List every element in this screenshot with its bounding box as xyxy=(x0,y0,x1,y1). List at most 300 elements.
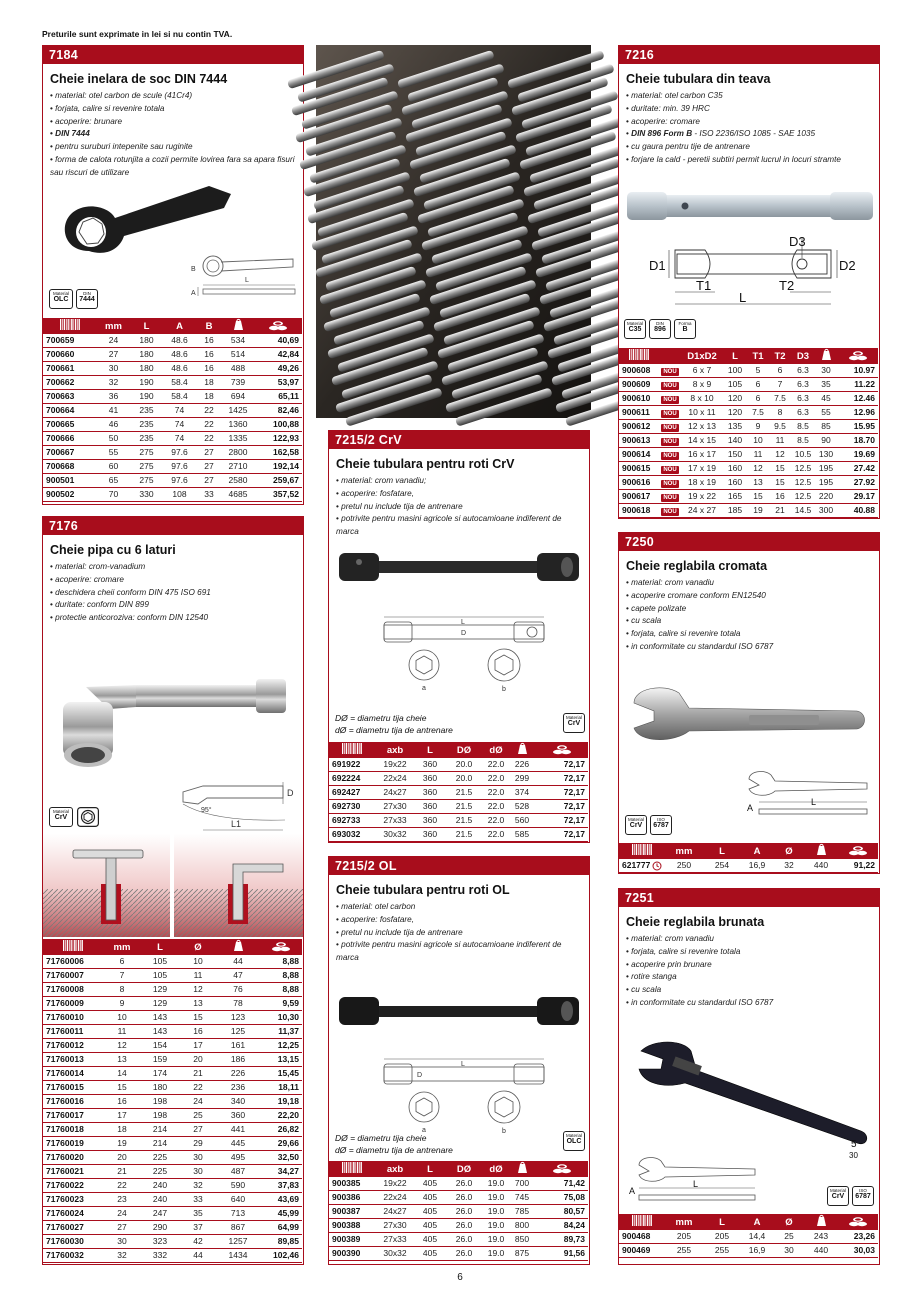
table-row xyxy=(43,1193,302,1207)
table-cell: 534 xyxy=(222,334,254,348)
feature: • capete polizate xyxy=(626,603,873,616)
table-cell: 243 xyxy=(805,1230,837,1244)
card-7216 xyxy=(618,45,880,519)
price-cell: 18.70 xyxy=(837,434,878,448)
table-cell: 26.0 xyxy=(445,1247,483,1261)
table-cell: 19 xyxy=(103,1137,141,1151)
barcode-icon xyxy=(43,318,97,334)
table-cell: 97.6 xyxy=(163,474,196,488)
table-row xyxy=(43,955,302,969)
table-row xyxy=(43,488,302,502)
table-cell: 24x27 xyxy=(375,786,415,800)
price-cell: 102,46 xyxy=(259,1249,302,1263)
table-cell: 42 xyxy=(179,1235,217,1249)
feature: • acoperire cromare conform EN12540 xyxy=(626,590,873,603)
table-cell: 495 xyxy=(217,1151,259,1165)
table-cell: 60 xyxy=(97,460,130,474)
table-cell: 528 xyxy=(509,800,535,814)
table-row xyxy=(43,1235,302,1249)
dim-l-label: L xyxy=(461,619,465,626)
price-note: Preturile sunt exprimate in lei si nu contin TVA. xyxy=(42,29,233,39)
table-cell: 10 xyxy=(179,955,217,969)
table-cell: 27x33 xyxy=(375,814,415,828)
new-badge-label: NOU xyxy=(663,383,677,389)
price-cell: 259,67 xyxy=(254,474,302,488)
new-badge xyxy=(659,462,681,476)
overlay-label: 30 xyxy=(849,1151,858,1160)
table-cell: 323 xyxy=(141,1235,179,1249)
legend xyxy=(335,713,453,736)
table-cell: 19 xyxy=(747,504,769,518)
new-badge-label: NOU xyxy=(663,397,677,403)
table-cell: 488 xyxy=(222,362,254,376)
table-cell: 785 xyxy=(509,1205,535,1219)
product-code-cell: 692224 xyxy=(329,772,375,786)
table-cell: 22.0 xyxy=(483,786,509,800)
table-cell: 15 xyxy=(179,1011,217,1025)
table-cell: 2580 xyxy=(222,474,254,488)
price-icon xyxy=(837,1214,878,1230)
product-code-cell: 900615 xyxy=(619,462,659,476)
table-cell: 13 xyxy=(103,1053,141,1067)
weight-icon xyxy=(815,348,837,364)
table-row xyxy=(329,828,588,842)
table-cell: 640 xyxy=(217,1193,259,1207)
new-badge-label: NOU xyxy=(663,467,677,473)
table-cell: 16 xyxy=(196,334,222,348)
table-cell: 97.6 xyxy=(163,446,196,460)
table-cell: 160 xyxy=(723,476,747,490)
table-cell: 487 xyxy=(217,1165,259,1179)
table-cell: 120 xyxy=(723,392,747,406)
table-cell: 30x32 xyxy=(375,1247,415,1261)
table-cell: 11 xyxy=(103,1025,141,1039)
dim-b-label: b xyxy=(502,686,506,693)
dim-d-label: D xyxy=(461,630,467,637)
feature: • acoperire: cromare xyxy=(50,574,297,587)
table-cell: 16,9 xyxy=(741,1244,773,1258)
product-code-cell: 900387 xyxy=(329,1205,375,1219)
table-cell: 58.4 xyxy=(163,376,196,390)
table-cell: 130 xyxy=(815,448,837,462)
table-row xyxy=(329,800,588,814)
table-cell: 332 xyxy=(141,1249,179,1263)
table-cell: 70 xyxy=(97,488,130,502)
table-row xyxy=(43,1221,302,1235)
col-header: dØ xyxy=(483,742,509,758)
price-cell: 43,69 xyxy=(259,1193,302,1207)
col-header: Ø xyxy=(773,1214,805,1230)
table-cell: 13 xyxy=(179,997,217,1011)
new-badge-label: NOU xyxy=(663,481,677,487)
table-cell: 33 xyxy=(196,488,222,502)
price-cell: 12,25 xyxy=(259,1039,302,1053)
price-cell: 71,42 xyxy=(535,1177,588,1191)
hex-socket-icon xyxy=(77,807,99,827)
table-row xyxy=(43,1165,302,1179)
table-row xyxy=(619,378,878,392)
table-cell: 190 xyxy=(130,390,163,404)
col-header: Ø xyxy=(773,843,805,859)
table-cell: 27 xyxy=(196,460,222,474)
dim-l-label: L xyxy=(811,797,817,807)
table-row xyxy=(619,392,878,406)
table-row xyxy=(43,983,302,997)
table-cell: 22 xyxy=(103,1179,141,1193)
product-code-cell: 700666 xyxy=(43,432,97,446)
feature: • pretul nu include tija de antrenare xyxy=(336,927,583,940)
price-cell: 9,59 xyxy=(259,997,302,1011)
table-cell: 21.5 xyxy=(445,800,483,814)
table-row xyxy=(43,474,302,488)
table-cell: 105 xyxy=(141,969,179,983)
card-7215-crv xyxy=(328,430,590,843)
product-code-cell: 700668 xyxy=(43,460,97,474)
table-cell: 16 xyxy=(196,362,222,376)
table-cell: 30 xyxy=(815,364,837,378)
product-code-cell: 691922 xyxy=(329,758,375,772)
product-code-cell: 700662 xyxy=(43,376,97,390)
table-cell: 7.5 xyxy=(747,406,769,420)
table-cell: 713 xyxy=(217,1207,259,1221)
table-row xyxy=(43,1053,302,1067)
table-cell: 108 xyxy=(163,488,196,502)
price-cell: 8,88 xyxy=(259,969,302,983)
table-cell: 74 xyxy=(163,418,196,432)
table-row xyxy=(43,348,302,362)
table-row xyxy=(619,462,878,476)
table-cell: 1257 xyxy=(217,1235,259,1249)
product-code-cell: 71760021 xyxy=(43,1165,103,1179)
feature: • pretul nu include tija de antrenare xyxy=(336,501,583,514)
table-cell: 14 xyxy=(103,1067,141,1081)
table-cell: 22.0 xyxy=(483,758,509,772)
col-header: A xyxy=(741,1214,773,1230)
table-cell: 10.5 xyxy=(791,448,815,462)
table-cell: 1434 xyxy=(217,1249,259,1263)
table-cell: 9 xyxy=(103,997,141,1011)
table-cell: 5 xyxy=(747,364,769,378)
dim-l-label: L xyxy=(693,1179,699,1189)
table-cell: 440 xyxy=(805,859,837,873)
table-cell: 236 xyxy=(217,1081,259,1095)
new-badge-label: NOU xyxy=(663,509,677,515)
price-cell: 122,93 xyxy=(254,432,302,446)
table-cell: 190 xyxy=(130,376,163,390)
table-cell: 16 xyxy=(179,1025,217,1039)
table-cell: 55 xyxy=(97,446,130,460)
col-header: dØ xyxy=(483,1161,509,1177)
product-code: 7176 xyxy=(43,517,303,535)
table-cell: 14 x 15 xyxy=(681,434,723,448)
table-cell: 20.0 xyxy=(445,772,483,786)
table-cell: 360 xyxy=(415,828,445,842)
dim-d3-label: D3 xyxy=(789,234,806,249)
table-cell: 2800 xyxy=(222,446,254,460)
table-row xyxy=(43,334,302,348)
table-row xyxy=(619,490,878,504)
product-code-cell: 900608 xyxy=(619,364,659,378)
new-badge xyxy=(659,476,681,490)
pipe-wrench-dimension-drawing xyxy=(173,782,298,842)
price-cell: 80,57 xyxy=(535,1205,588,1219)
table-cell: 48.6 xyxy=(163,348,196,362)
table-cell: 275 xyxy=(130,460,163,474)
feature: • material: otel carbon de scule (41Cr4) xyxy=(50,90,297,103)
table-row xyxy=(329,1219,588,1233)
table-row xyxy=(329,1233,588,1247)
table-cell: 214 xyxy=(141,1123,179,1137)
feature: • material: otel carbon xyxy=(336,901,583,914)
table-cell: 154 xyxy=(141,1039,179,1053)
table-cell: 8 xyxy=(769,406,791,420)
dim-a-label: A xyxy=(191,290,196,297)
table-cell: 867 xyxy=(217,1221,259,1235)
table-cell: 240 xyxy=(141,1179,179,1193)
table-row xyxy=(329,1177,588,1191)
table-cell: 8 x 10 xyxy=(681,392,723,406)
product-title: Cheie reglabila brunata xyxy=(626,915,765,929)
barcode-icon xyxy=(619,1214,665,1230)
feature-list xyxy=(626,933,873,1010)
din-badge: DIN 7444 xyxy=(76,289,98,309)
table-cell: 100 xyxy=(723,364,747,378)
material-badge: Material CrV xyxy=(827,1186,849,1206)
dim-a-label: A xyxy=(747,803,754,813)
table-cell: 6.3 xyxy=(791,364,815,378)
feature: • acoperire: brunare xyxy=(50,116,297,129)
col-header: DØ xyxy=(445,1161,483,1177)
product-code-cell: 71760010 xyxy=(43,1011,103,1025)
table-cell: 6 xyxy=(747,378,769,392)
price-cell: 8,88 xyxy=(259,983,302,997)
table-cell: 405 xyxy=(415,1219,445,1233)
table-row xyxy=(43,1179,302,1193)
table-cell: 225 xyxy=(141,1165,179,1179)
card-7251 xyxy=(618,888,880,1265)
product-code-cell: 900617 xyxy=(619,490,659,504)
product-title: Cheie tubulara pentru roti OL xyxy=(336,883,510,897)
price-cell: 45,99 xyxy=(259,1207,302,1221)
table-row xyxy=(43,390,302,404)
product-title: Cheie inelara de soc DIN 7444 xyxy=(50,72,228,86)
table-cell: 235 xyxy=(130,418,163,432)
table-cell: 205 xyxy=(665,1230,703,1244)
col-header: axb xyxy=(375,1161,415,1177)
table-cell: 14.5 xyxy=(791,504,815,518)
adjustable-wrench-dark-image xyxy=(633,1039,873,1149)
table-row xyxy=(619,364,878,378)
feature-list xyxy=(50,561,297,625)
table-cell: 11 xyxy=(747,448,769,462)
dim-t1-label: T1 xyxy=(696,278,712,293)
table-cell: 226 xyxy=(509,758,535,772)
barcode-icon xyxy=(329,1161,375,1177)
dim-l1-label: L1 xyxy=(231,819,242,829)
price-cell: 72,17 xyxy=(535,814,588,828)
new-badge xyxy=(659,406,681,420)
product-code-cell: 71760020 xyxy=(43,1151,103,1165)
table-cell: 27 xyxy=(103,1221,141,1235)
feature-list xyxy=(336,475,583,539)
col-header: L xyxy=(415,742,445,758)
table-cell: 290 xyxy=(141,1221,179,1235)
table-cell: 6 xyxy=(769,364,791,378)
price-cell: 162,58 xyxy=(254,446,302,460)
table-cell: 360 xyxy=(415,814,445,828)
product-code-cell: 700663 xyxy=(43,390,97,404)
price-cell: 72,17 xyxy=(535,800,588,814)
table-cell: 30 xyxy=(103,1235,141,1249)
product-code-cell: 900611 xyxy=(619,406,659,420)
price-cell: 91,22 xyxy=(837,859,878,873)
adjustable-wrench-dimension-drawing xyxy=(739,769,874,819)
table-cell: 247 xyxy=(141,1207,179,1221)
table-cell: 27x33 xyxy=(375,1233,415,1247)
table-cell: 19x22 xyxy=(375,1177,415,1191)
table-cell: 123 xyxy=(217,1011,259,1025)
table-cell: 15 xyxy=(103,1081,141,1095)
product-code-cell: 71760006 xyxy=(43,955,103,969)
table-cell: 16 xyxy=(769,490,791,504)
table-cell: 590 xyxy=(217,1179,259,1193)
table-cell: 22x24 xyxy=(375,772,415,786)
table-cell: 700 xyxy=(509,1177,535,1191)
table-cell: 10 xyxy=(103,1011,141,1025)
product-code-cell: 700660 xyxy=(43,348,97,362)
ring-wrench-dimension-drawing xyxy=(193,251,301,303)
table-cell: 8.5 xyxy=(791,434,815,448)
product-code-cell: 71760015 xyxy=(43,1081,103,1095)
table-cell: 195 xyxy=(815,462,837,476)
weight-icon xyxy=(805,1214,837,1230)
table-cell: 6.3 xyxy=(791,378,815,392)
product-code-cell: 71760022 xyxy=(43,1179,103,1193)
table-cell: 360 xyxy=(217,1109,259,1123)
table-cell: 27 xyxy=(196,474,222,488)
weight-icon xyxy=(805,843,837,859)
table-cell: 300 xyxy=(815,504,837,518)
product-title: Cheie tubulara din teava xyxy=(626,72,771,86)
col-header: D1xD2 xyxy=(681,348,723,364)
weight-icon xyxy=(222,318,254,334)
price-cell: 19,18 xyxy=(259,1095,302,1109)
product-code-cell: 71760008 xyxy=(43,983,103,997)
adjustable-wrench-image xyxy=(629,683,869,753)
table-cell: 11 xyxy=(179,969,217,983)
dim-d-label: D xyxy=(287,788,294,798)
table-row xyxy=(619,504,878,518)
table-cell: 405 xyxy=(415,1247,445,1261)
table-cell: 165 xyxy=(723,490,747,504)
feature: • deschidera cheii conform DIN 475 ISO 691 xyxy=(50,587,297,600)
table-cell: 27x30 xyxy=(375,1219,415,1233)
table-row xyxy=(619,448,878,462)
table-cell: 37 xyxy=(179,1221,217,1235)
product-code-cell: 900612 xyxy=(619,420,659,434)
table-cell: 20 xyxy=(103,1151,141,1165)
table-cell: 850 xyxy=(509,1233,535,1247)
table-cell: 10 x 11 xyxy=(681,406,723,420)
dim-b-label: B xyxy=(191,266,196,273)
table-row xyxy=(43,1123,302,1137)
product-code-cell: 71760016 xyxy=(43,1095,103,1109)
table-cell: 150 xyxy=(723,448,747,462)
dim-a-label: a xyxy=(422,1127,426,1134)
table-cell: 35 xyxy=(179,1207,217,1221)
table-cell: 195 xyxy=(815,476,837,490)
table-cell: 7 xyxy=(769,378,791,392)
table-cell: 23 xyxy=(103,1193,141,1207)
table-cell: 120 xyxy=(723,406,747,420)
tube-wrench-dimension-drawing xyxy=(625,232,875,310)
feature-list xyxy=(626,577,873,654)
product-code: 7215/2 OL xyxy=(329,857,589,875)
feature: • material: crom vanadiu; xyxy=(336,475,583,488)
table-cell: 4685 xyxy=(222,488,254,502)
new-badge-label: NOU xyxy=(663,411,677,417)
price-cell: 10,30 xyxy=(259,1011,302,1025)
table-cell: 180 xyxy=(130,362,163,376)
new-badge-label: NOU xyxy=(663,369,677,375)
price-cell: 91,56 xyxy=(535,1247,588,1261)
price-cell: 64,99 xyxy=(259,1221,302,1235)
table-cell: 45 xyxy=(815,392,837,406)
table-cell: 29 xyxy=(179,1137,217,1151)
feature: • forjata, calire si revenire totala xyxy=(626,946,873,959)
table-cell: 22.0 xyxy=(483,814,509,828)
table-row xyxy=(43,1249,302,1263)
table-row xyxy=(329,814,588,828)
product-code-cell: 900385 xyxy=(329,1177,375,1191)
product-code-cell: 900388 xyxy=(329,1219,375,1233)
table-cell: 198 xyxy=(141,1095,179,1109)
table-cell: 27x30 xyxy=(375,800,415,814)
product-code-cell: 71760032 xyxy=(43,1249,103,1263)
table-cell: 585 xyxy=(509,828,535,842)
price-cell: 8,88 xyxy=(259,955,302,969)
table-cell: 30 xyxy=(179,1165,217,1179)
legend xyxy=(335,1133,453,1156)
product-photo xyxy=(316,45,591,418)
table-cell: 12 xyxy=(747,462,769,476)
table-row xyxy=(43,404,302,418)
dim-d2-label: D2 xyxy=(839,258,856,273)
table-cell: 16 x 17 xyxy=(681,448,723,462)
material-badge: Material CrV xyxy=(625,815,647,835)
table-cell: 12.5 xyxy=(791,462,815,476)
new-badge xyxy=(659,490,681,504)
dim-b-label: b xyxy=(502,1128,506,1135)
col-header: D3 xyxy=(791,348,815,364)
dim-a-label: A xyxy=(629,1186,636,1196)
product-code-cell: 900502 xyxy=(43,488,97,502)
feature: • potrivite pentru masini agricole si autocamioane indiferent de marca xyxy=(336,513,583,539)
table-cell: 8 x 9 xyxy=(681,378,723,392)
table-row xyxy=(43,1039,302,1053)
barcode-icon xyxy=(329,742,375,758)
price-cell: 75,08 xyxy=(535,1191,588,1205)
table-cell: 17 xyxy=(103,1109,141,1123)
table-cell: 22.0 xyxy=(483,772,509,786)
product-code-cell: 71760018 xyxy=(43,1123,103,1137)
table-cell: 18 x 19 xyxy=(681,476,723,490)
price-cell: 27.42 xyxy=(837,462,878,476)
col-header: DØ xyxy=(445,742,483,758)
product-code-cell: 71760011 xyxy=(43,1025,103,1039)
table-cell: 15 xyxy=(747,490,769,504)
product-code-cell: 71760017 xyxy=(43,1109,103,1123)
